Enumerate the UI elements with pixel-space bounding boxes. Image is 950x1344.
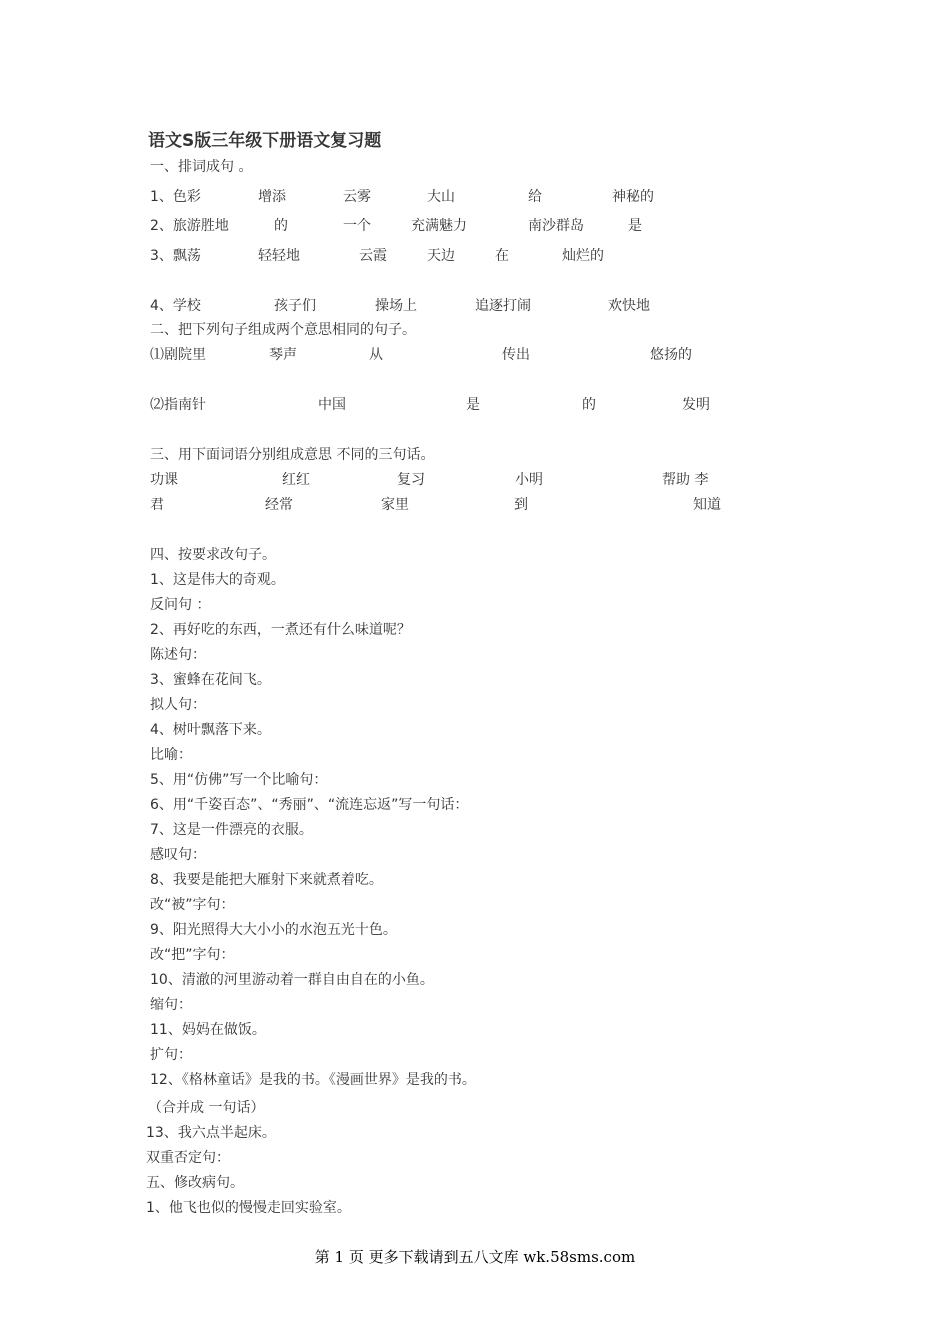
word: 云霞 xyxy=(359,248,387,264)
word: 的 xyxy=(582,397,596,413)
section5-heading: 五、修改病句。 xyxy=(146,1175,244,1191)
section4-line: 9、阳光照得大大小小的水泡五光十色。 xyxy=(150,922,397,938)
section5-q1: 1、他飞也似的慢慢走回实验室。 xyxy=(146,1200,351,1216)
word: 的 xyxy=(274,218,288,234)
word: 给 xyxy=(528,189,542,205)
section1-heading: 一、排词成句 。 xyxy=(150,159,253,175)
section4-line: 13、我六点半起床。 xyxy=(146,1125,276,1141)
section4-line: 感叹句： xyxy=(150,847,206,863)
word: 轻轻地 xyxy=(258,248,300,264)
section4-line: 4、树叶飘落下来。 xyxy=(150,722,271,738)
word: ⑵指南针 xyxy=(150,397,206,413)
section4-line: 比喻： xyxy=(150,747,192,763)
word: 1、色彩 xyxy=(150,189,201,205)
word: 灿烂的 xyxy=(562,248,604,264)
word: 悠扬的 xyxy=(650,347,692,363)
word: 传出 xyxy=(502,347,530,363)
word: 发明 xyxy=(682,397,710,413)
word: 大山 xyxy=(427,189,455,205)
word: ⑴剧院里 xyxy=(150,347,206,363)
document-title: 语文S版三年级下册语文复习题 xyxy=(148,131,382,151)
word: 君 xyxy=(150,497,164,513)
word: 琴声 xyxy=(269,347,297,363)
word: 经常 xyxy=(265,497,293,513)
section4-heading: 四、按要求改句子。 xyxy=(150,547,276,563)
section4-line: 10、清澈的河里游动着一群自由自在的小鱼。 xyxy=(150,972,434,988)
word: 3、飘荡 xyxy=(150,248,201,264)
section4-line: 缩句： xyxy=(150,997,192,1013)
section4-line: （合并成 一句话） xyxy=(148,1100,265,1116)
word: 复习 xyxy=(397,472,425,488)
word: 追逐打闹 xyxy=(475,298,531,314)
section4-line: 5、用“仿佛”写一个比喻句： xyxy=(150,772,328,788)
word: 从 xyxy=(369,347,383,363)
word: 欢快地 xyxy=(608,298,650,314)
section4-line: 12、《格林童话》是我的书。《漫画世界》是我的书。 xyxy=(150,1072,476,1088)
section4-line: 拟人句： xyxy=(150,697,206,713)
section4-line: 陈述句： xyxy=(150,647,206,663)
word: 南沙群岛 xyxy=(528,218,584,234)
word: 中国 xyxy=(318,397,346,413)
word: 功课 xyxy=(150,472,178,488)
section4-line: 扩句： xyxy=(150,1047,192,1063)
word: 是 xyxy=(628,218,642,234)
word: 知道 xyxy=(693,497,721,513)
word: 操场上 xyxy=(375,298,417,314)
section4-line: 3、蜜蜂在花间飞。 xyxy=(150,672,271,688)
section4-line: 6、用“千姿百态”、“秀丽”、“流连忘返”写一句话： xyxy=(150,797,469,813)
word: 家里 xyxy=(381,497,409,513)
word: 到 xyxy=(514,497,528,513)
word: 小明 xyxy=(515,472,543,488)
section4-line: 改“把”字句： xyxy=(150,947,235,963)
section3-heading: 三、用下面词语分别组成意思 不同的三句话。 xyxy=(150,447,435,463)
word: 帮助 李 xyxy=(662,472,709,488)
word: 孩子们 xyxy=(274,298,316,314)
section4-line: 11、妈妈在做饭。 xyxy=(150,1022,266,1038)
word: 是 xyxy=(466,397,480,413)
word: 充满魅力 xyxy=(411,218,467,234)
section4-line: 反问句 ： xyxy=(150,597,211,613)
word: 增添 xyxy=(258,189,286,205)
word: 神秘的 xyxy=(612,189,654,205)
word: 云雾 xyxy=(343,189,371,205)
section4-line: 8、我要是能把大雁射下来就煮着吃。 xyxy=(150,872,383,888)
word: 2、旅游胜地 xyxy=(150,218,229,234)
section4-line: 2、再好吃的东西，一煮还有什么味道呢？ xyxy=(150,622,411,638)
word: 4、学校 xyxy=(150,298,201,314)
section4-line: 改“被”字句： xyxy=(150,897,235,913)
word: 天边 xyxy=(427,248,455,264)
page-footer: 第 1 页 更多下载请到五八文库 wk.58sms.com xyxy=(314,1248,636,1266)
word: 一个 xyxy=(343,218,371,234)
word: 红红 xyxy=(282,472,310,488)
section4-line: 1、这是伟大的奇观。 xyxy=(150,572,285,588)
section4-line: 双重否定句： xyxy=(146,1150,230,1166)
section2-heading: 二、把下列句子组成两个意思相同的句子。 xyxy=(150,322,416,338)
word: 在 xyxy=(495,248,509,264)
section4-line: 7、这是一件漂亮的衣服。 xyxy=(150,822,313,838)
